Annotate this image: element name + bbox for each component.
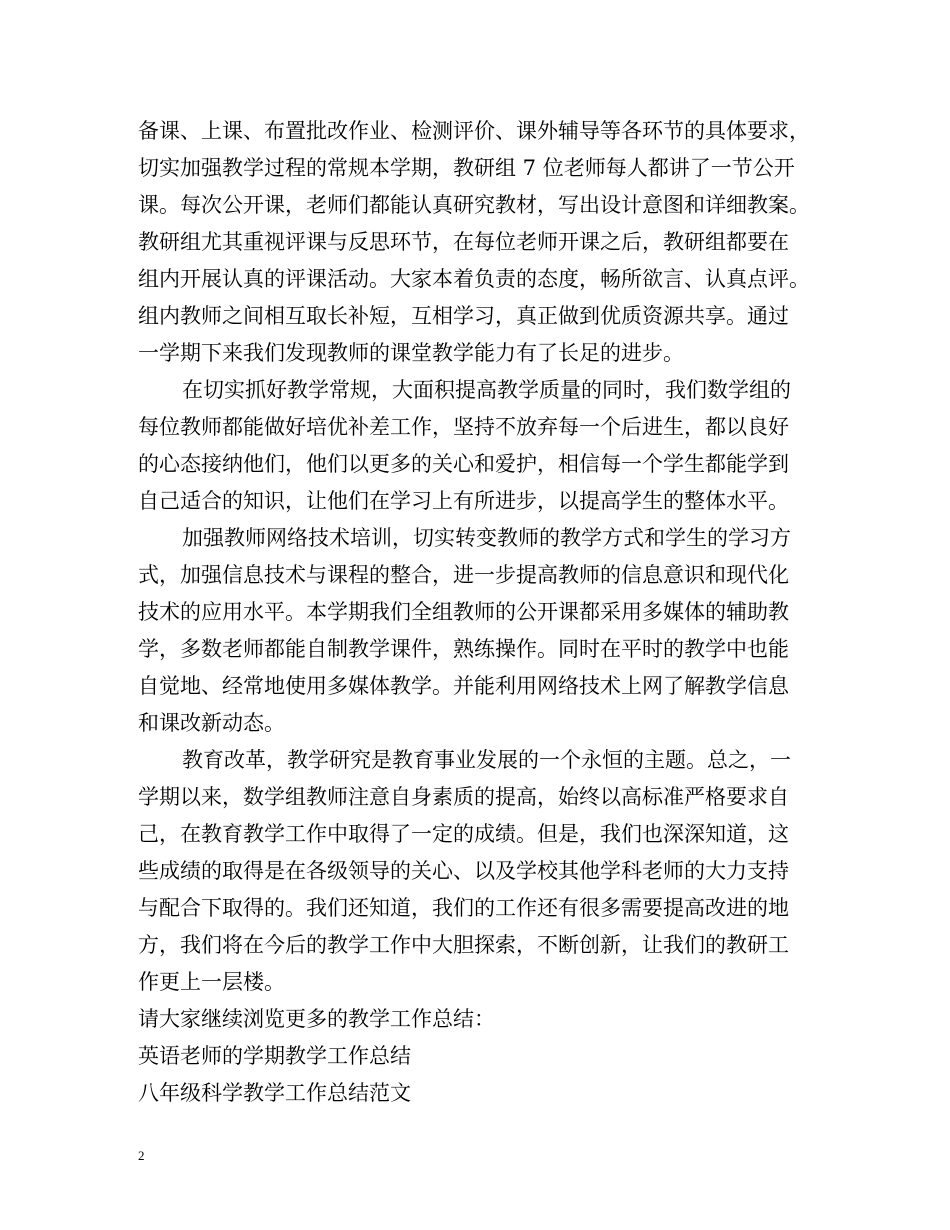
text-line: 作更上一层楼。 [138, 970, 285, 994]
text-line: 学期以来，数学组教师注意自身素质的提高，始终以高标准严格要求自 [138, 785, 789, 809]
text-line: 己，在教育教学工作中取得了一定的成绩。但是，我们也深深知道，这 [138, 822, 789, 846]
text-line: 技术的应用水平。本学期我们全组教师的公开课都采用多媒体的辅助教 [138, 600, 789, 624]
text-line: 和课改新动态。 [138, 711, 285, 735]
related-intro-line: 请大家继续浏览更多的教学工作总结： [138, 1007, 495, 1031]
paragraph-start-line: 教育改革，教学研究是教育事业发展的一个永恒的主题。总之，一 [182, 748, 791, 772]
text-line: 每位教师都能做好培优补差工作，坚持不放弃每一个后进生，都以良好 [138, 415, 789, 439]
related-article-link[interactable]: 八年级科学教学工作总结范文 [138, 1081, 411, 1105]
text-line: 些成绩的取得是在各级领导的关心、以及学校其他学科老师的大力支持 [138, 859, 789, 883]
text-line: 组内开展认真的评课活动。大家本着负责的态度，畅所欲言、认真点评。 [138, 267, 810, 291]
page-number: 2 [138, 1148, 145, 1163]
text-line: 切实加强教学过程的常规本学期，教研组 7 位老师每人都讲了一节公开 [138, 156, 795, 180]
document-body [138, 113, 818, 1112]
text-line: 自觉地、经常地使用多媒体教学。并能利用网络技术上网了解教学信息 [138, 674, 789, 698]
text-line: 组内教师之间相互取长补短，互相学习，真正做到优质资源共享。通过 [138, 304, 789, 328]
text-line: 学，多数老师都能自制教学课件，熟练操作。同时在平时的教学中也能 [138, 637, 789, 661]
text-line: 与配合下取得的。我们还知道，我们的工作还有很多需要提高改进的地 [138, 896, 789, 920]
paragraph-start-line: 在切实抓好教学常规，大面积提高教学质量的同时，我们数学组的 [182, 378, 791, 402]
text-line: 式，加强信息技术与课程的整合，进一步提高教师的信息意识和现代化 [138, 563, 789, 587]
text-line: 的心态接纳他们，他们以更多的关心和爱护，相信每一个学生都能学到 [138, 452, 789, 476]
text-line: 方，我们将在今后的教学工作中大胆探索，不断创新，让我们的教研工 [138, 933, 789, 957]
text-line: 教研组尤其重视评课与反思环节，在每位老师开课之后，教研组都要在 [138, 230, 789, 254]
text-line: 备课、上课、布置批改作业、检测评价、课外辅导等各环节的具体要求， [138, 119, 810, 143]
related-article-link[interactable]: 英语老师的学期教学工作总结 [138, 1044, 411, 1068]
text-line: 自己适合的知识，让他们在学习上有所进步，以提高学生的整体水平。 [138, 489, 789, 513]
paragraph-start-line: 加强教师网络技术培训，切实转变教师的教学方式和学生的学习方 [182, 526, 791, 550]
text-line: 课。每次公开课，老师们都能认真研究教材，写出设计意图和详细教案。 [138, 193, 810, 217]
text-line: 一学期下来我们发现教师的课堂教学能力有了长足的进步。 [138, 341, 684, 365]
